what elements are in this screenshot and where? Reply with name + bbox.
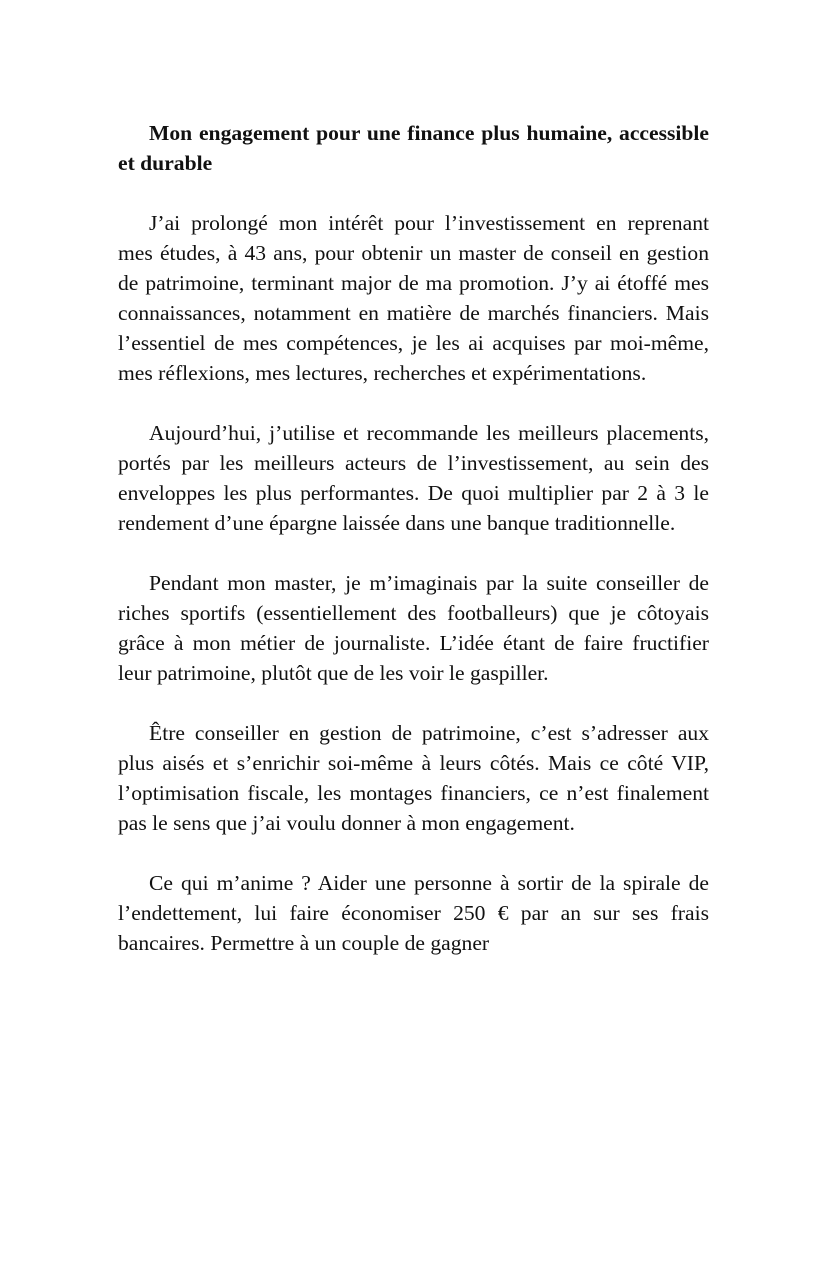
- paragraph-wealth-advisor: Être conseiller en gestion de patrimoine, c’est s’adresser aux plus aisés et s’enrichir soi-même à leurs côtés. Mais ce côté VIP, l’optimisation fiscale, les montages financiers, ce n’est finalement pas le sens que j’ai voulu donner à mon engagement.: [118, 721, 709, 835]
- document-page: [118, 118, 709, 958]
- section-heading: Mon engagement pour une finance plus humaine, accessible et durable: [118, 121, 709, 175]
- paragraph-master-studies: J’ai prolongé mon intérêt pour l’investissement en reprenant mes études, à 43 ans, pour obtenir un master de conseil en gestion de patrimoine, terminant major de ma promotion. J’y ai étoffé mes connaissances, notamment en matière de marchés financiers. Mais l’essentiel de mes compétences, je les ai acquises par moi-même, mes réflexions, mes lectures, recherches et expérimentations.: [118, 211, 709, 385]
- paragraph-motivation: Ce qui m’anime ? Aider une personne à sortir de la spirale de l’endettement, lui faire économiser 250 € par an sur ses frais bancaires. Permettre à un couple de gagner: [118, 871, 709, 955]
- paragraph-investments: Aujourd’hui, j’utilise et recommande les meilleurs placements, portés par les meilleurs acteurs de l’investissement, au sein des enveloppes les plus performantes. De quoi multiplier par 2 à 3 le rendement d’une épargne laissée dans une banque traditionnelle.: [118, 421, 709, 535]
- paragraph-athletes: Pendant mon master, je m’imaginais par la suite conseiller de riches sportifs (essentiellement des footballeurs) que je côtoyais grâce à mon métier de journaliste. L’idée étant de faire fructifier leur patrimoine, plutôt que de les voir le gaspiller.: [118, 571, 709, 685]
